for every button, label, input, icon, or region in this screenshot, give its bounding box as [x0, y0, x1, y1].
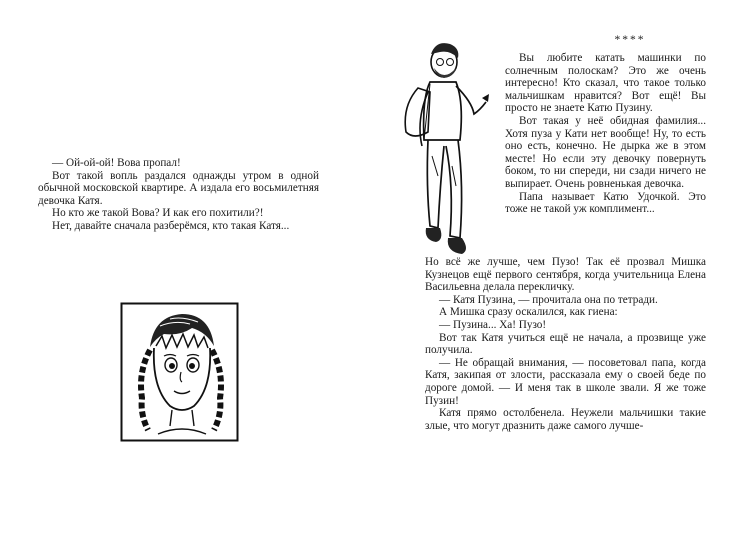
- paragraph: Вот такой вопль раздался однажды утром в одной обычной московской квартире. А издала его восьмилетняя девочка Катя.: [38, 169, 319, 207]
- paragraph: Вы любите катать машинки по солнечным полоскам? Это же очень интересно! Кто сказал, что такое только мальчишкам нравится? Вот ещё! Вы просто не знаете Катю Пузину.: [505, 52, 706, 115]
- right-wrapped-text-block: [505, 52, 706, 216]
- paragraph: Вот такая у неё обидная фамилия... Хотя пуза у Кати нет вообще! Ну, то есть оно есть, конечно. Не дырка же в этом месте! Но если эту девочку повернуть боком, то ни спереди, ни сзади ничего не выпирает. Очень ровненькая девочка.: [505, 114, 706, 190]
- paragraph: Вот так Катя учиться ещё не начала, а прозвище уже получила.: [425, 331, 706, 357]
- paragraph: — Ой-ой-ой! Вова пропал!: [52, 157, 181, 169]
- paragraph: — Не обращай внимания, — посоветовал папа, когда Катя, закипая от злости, рассказала ему о своей беде по дороге домой. — И меня так в школе звали. Я же тоже Пузин!: [425, 356, 706, 407]
- paragraph: — Пузина... Ха! Пузо!: [439, 318, 547, 331]
- walking-man-illustration: [388, 36, 492, 264]
- katya-portrait-illustration: [120, 302, 239, 442]
- paragraph: Но всё же лучше, чем Пузо! Так её прозвал Мишка Кузнецов ещё первого сентября, когда учительница Елена Васильевна делала перекличку.: [425, 256, 706, 294]
- section-separator: ****: [614, 34, 646, 46]
- paragraph: А Мишка сразу оскалился, как гиена:: [439, 306, 618, 319]
- paragraph: Катя прямо остолбенела. Неужели мальчишки такие злые, что могут дразнить даже самого лучше-: [425, 407, 706, 432]
- right-text-block: [425, 256, 706, 432]
- left-text-block: [38, 157, 319, 233]
- paragraph: Но кто же такой Вова? И как его похитили?!: [52, 207, 264, 220]
- paragraph: — Катя Пузина, — прочитала она по тетради.: [439, 293, 658, 306]
- paragraph: Нет, давайте сначала разберёмся, кто такая Катя...: [52, 219, 290, 232]
- paragraph: Папа называет Катю Удочкой. Это тоже не такой уж комплимент...: [505, 190, 706, 216]
